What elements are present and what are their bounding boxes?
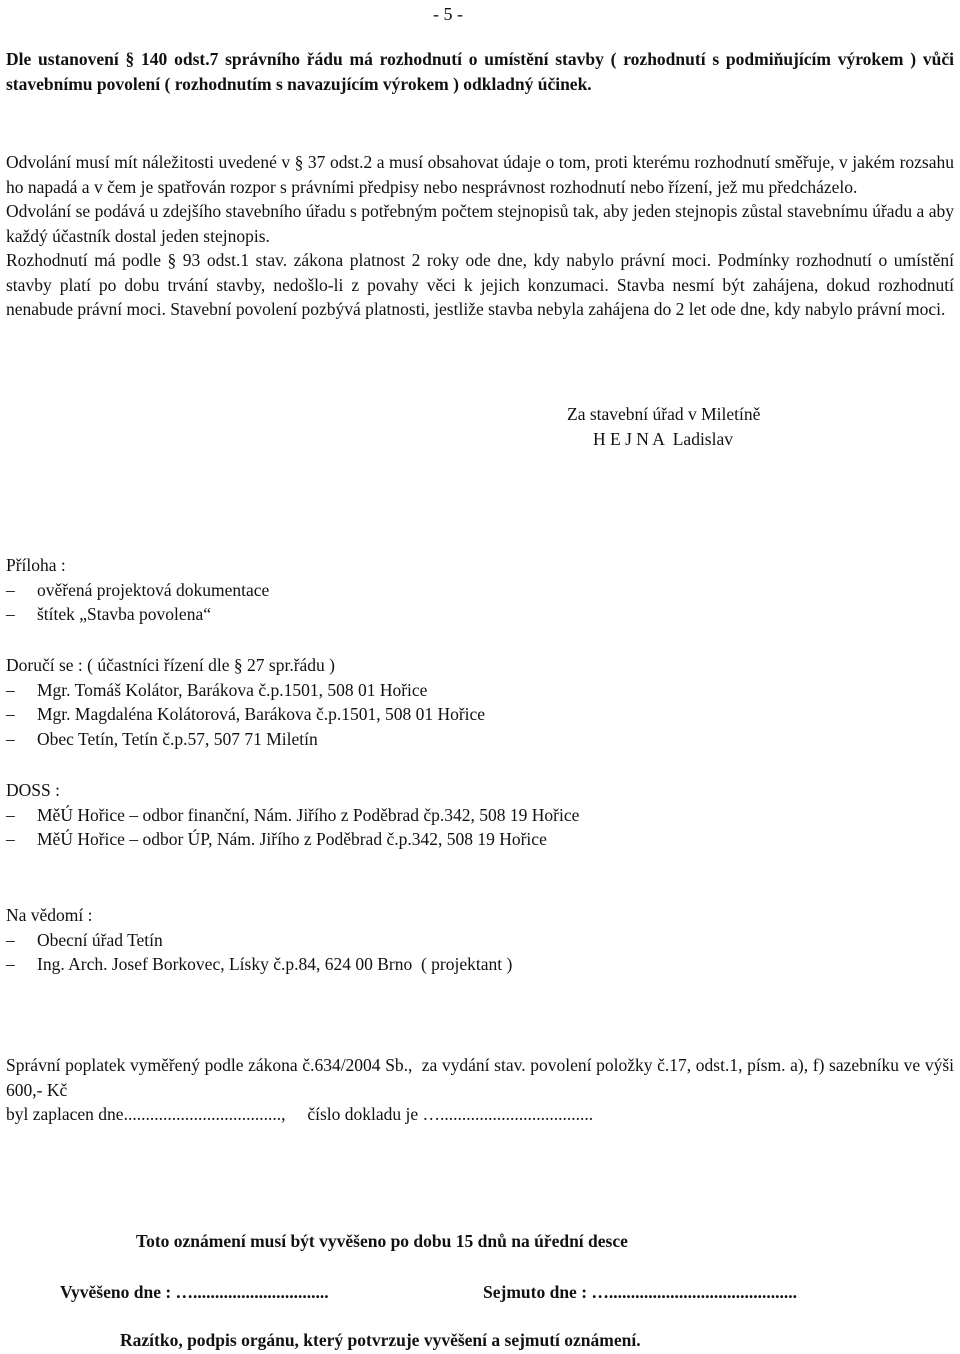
attachments-heading: Příloha : [6,555,66,575]
delivery-section [6,653,954,751]
dash-marker: – [6,804,15,825]
fee-section [6,1053,959,1127]
notice-heading: Na vědomí : [6,905,93,925]
page-number: - 5 - [433,4,463,24]
dash-marker: – [6,728,15,749]
signature-name: H E J N A Ladislav [593,429,733,449]
dash-marker: – [6,679,15,700]
fee-paid-line: byl zaplacen dne...................................., číslo dokladu je …................................... [6,1104,594,1124]
dash-marker: – [6,829,15,849]
signature-office: Za stavební úřad v Miletíně [567,404,761,424]
paragraph-appeal-filing: Odvolání se podává u zdejšího stavebního úřadu s potřebným počtem stejnopisů tak, aby jeden stejnopis zůstal stavebnímu úřadu a aby každý účastník dostal jeden stejnopis. [6,201,954,246]
fee-text: Správní poplatek vyměřený podle zákona č.634/2004 Sb., za vydání stav. povolení položky č.17, odst.1, písm. a), f) sazebníku ve výši 600,- Kč [6,1055,959,1100]
paragraph-validity: Rozhodnutí má podle § 93 odst.1 stav. zákona platnost 2 roky ode dne, kdy nabylo právní moci. Podmínky rozhodnutí o umístění stavby platí po dobu trvání stavby, nedošlo-li z povahy věci k jejich konzumaci. Stavba nesmí být zahájena, dokud rozhodnutí nenabude právní moci. Stavební povolení pozbývá platnosti, jestliže stavba nebyla zahájena do 2 let ode dne, kdy nabylo právní moci. [6,250,954,319]
posting-notice: Toto oznámení musí být vyvěšeno po dobu 15 dnů na úřední desce [136,1231,628,1251]
dash-marker: – [6,604,15,624]
list-item: – MěÚ Hořice – odbor ÚP, Nám. Jiřího z Poděbrad č.p.342, 508 19 Hořice [6,827,954,852]
notice-section [6,903,954,977]
appeal-info [6,150,954,322]
dash-marker: – [6,579,15,600]
intro-paragraph [6,47,954,96]
doss-heading: DOSS : [6,780,60,800]
paragraph-appeal-requirements: Odvolání musí mít náležitosti uvedené v § 37 odst.2 a musí obsahovat údaje o tom, proti kterému rozhodnutí směřuje, v jakém rozsahu ho napadá a v čem je spatřován rozpor s právními předpisy nebo nesprávnost rozhodnutí nebo řízení, jež mu předcházelo. [6,152,954,197]
dash-marker: – [6,954,15,974]
intro-text: Dle ustanovení § 140 odst.7 správního řádu má rozhodnutí o umístění stavby ( rozhodnutí s podmiňujícím výrokem ) vůči stavebnímu povolení ( rozhodnutím s navazujícím výrokem ) odkladný účinek. [6,49,954,94]
list-item: – štítek „Stavba povolena“ [6,602,954,627]
dash-marker: – [6,929,15,950]
dash-marker: – [6,704,15,724]
doss-section [6,778,954,852]
list-item: – Mgr. Magdaléna Kolátorová, Barákova č.p.1501, 508 01 Hořice [6,702,954,727]
removed-date-field: Sejmuto dne : …........................................... [483,1282,798,1302]
list-item: – Obec Tetín, Tetín č.p.57, 507 71 Miletín [6,727,954,752]
list-item: – ověřená projektová dokumentace [6,578,954,603]
list-item: – MěÚ Hořice – odbor finanční, Nám. Jiřího z Poděbrad čp.342, 508 19 Hořice [6,803,954,828]
posted-date-field: Vyvěšeno dne : …............................... [60,1282,329,1302]
stamp-signature-note: Razítko, podpis orgánu, který potvrzuje vyvěšení a sejmutí oznámení. [120,1330,641,1350]
attachments-section [6,553,954,627]
delivery-heading: Doručí se : ( účastníci řízení dle § 27 spr.řádu ) [6,655,335,675]
list-item: – Ing. Arch. Josef Borkovec, Lísky č.p.84, 624 00 Brno ( projektant ) [6,952,954,977]
list-item: – Mgr. Tomáš Kolátor, Barákova č.p.1501, 508 01 Hořice [6,678,954,703]
list-item: – Obecní úřad Tetín [6,928,954,953]
